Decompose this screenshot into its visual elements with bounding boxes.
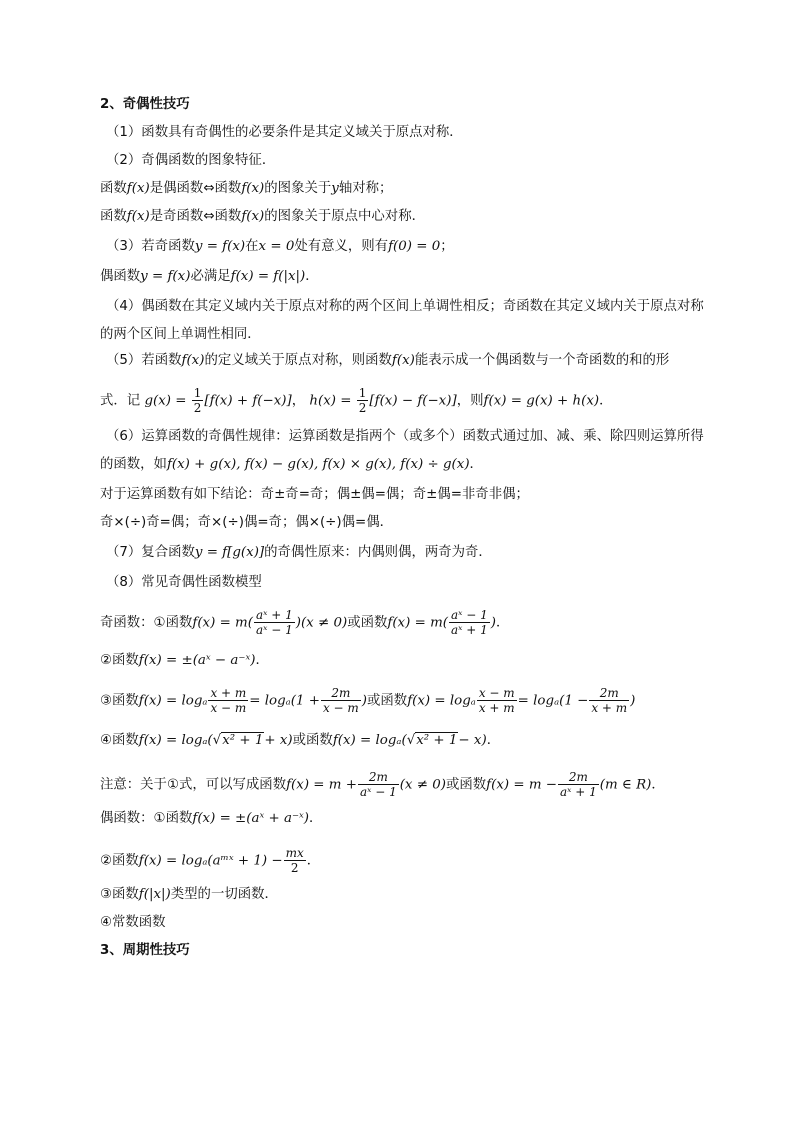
- fraction: [284, 846, 306, 875]
- text: 式．记: [100, 393, 141, 409]
- fraction: [208, 686, 248, 715]
- item-2-odd: [100, 208, 425, 226]
- text: （5）若函数: [106, 353, 182, 368]
- math: y = f(x): [194, 239, 246, 254]
- item-8: （8）常见奇偶性函数模型: [106, 575, 262, 590]
- sqrt-radicand: x² + 1: [222, 733, 264, 748]
- math: (x ≠ 0): [399, 777, 446, 793]
- math: f(x): [181, 353, 205, 368]
- item-7: [106, 544, 492, 562]
- math: f(0) = 0: [388, 239, 441, 254]
- numerator: 2m: [358, 770, 399, 785]
- text: ③函数: [100, 693, 139, 709]
- odd-model-2: [100, 652, 269, 670]
- text: 的奇偶性原来：内偶则偶，两奇为奇．: [264, 545, 492, 560]
- even-model-4: ④常数函数: [100, 915, 166, 930]
- math: f(x) = g(x) + h(x): [483, 393, 600, 409]
- numerator: 2m: [589, 686, 629, 701]
- denominator: aˣ + 1: [560, 785, 597, 799]
- item-5-line1: [106, 352, 669, 370]
- math: f(x) = m −: [486, 777, 558, 793]
- math: f(x) = m(: [387, 615, 448, 631]
- text: 能表示成一个偶函数与一个奇函数的和的形: [414, 353, 670, 368]
- rule-line-1: 对于运算函数有如下结论：奇±奇=奇；偶±偶=偶；奇±偶=非奇非偶；: [100, 487, 529, 502]
- math: h(x) =: [309, 393, 352, 409]
- text: 偶函数: [100, 269, 141, 284]
- math: f(x) = ±(aˣ − a⁻ˣ): [138, 653, 256, 668]
- text: 奇函数：①函数: [100, 615, 193, 631]
- math: (m ∈ R): [599, 777, 652, 793]
- text: 是奇函数: [149, 209, 204, 224]
- math: ): [361, 693, 368, 709]
- text: ．: [486, 733, 501, 748]
- text: ；: [440, 239, 454, 254]
- item-2-even: [100, 180, 392, 198]
- fraction-half: [192, 386, 204, 415]
- math: f(x) = logₐ(aᵐˣ + 1) −: [138, 853, 283, 869]
- math: f(x): [241, 181, 265, 196]
- math: f(x) = logₐ(: [332, 733, 407, 748]
- section-heading-period: 3、周期性技巧: [100, 943, 190, 958]
- odd-model-4: [100, 732, 500, 750]
- math: = logₐ(1 −: [517, 693, 589, 709]
- item-3-line2: [100, 268, 319, 286]
- text: 或函数: [367, 693, 408, 709]
- text: 的图象关于原点中心对称．: [264, 209, 425, 224]
- math: g(x) =: [144, 393, 187, 409]
- text: 必满足: [190, 269, 231, 284]
- math: f(x): [126, 209, 150, 224]
- math: f(x) = m +: [286, 777, 357, 793]
- denominator: x − m: [322, 701, 359, 715]
- numerator: aˣ + 1: [255, 608, 293, 622]
- text: 处有意义，则有: [294, 239, 389, 254]
- iff-symbol: ⇔: [203, 209, 215, 224]
- math: f(x) = m(: [192, 615, 253, 631]
- math: + x): [264, 733, 293, 748]
- even-model-3: [100, 886, 278, 904]
- item-6-line1: （6）运算函数的奇偶性规律：运算函数是指两个（或多个）函数式通过加、减、乘、除四则运算所得: [106, 429, 704, 444]
- text: 或函数: [445, 777, 487, 793]
- math: f(x) = f(|x|): [230, 269, 306, 284]
- numerator: mx: [285, 846, 304, 860]
- fraction: [449, 608, 490, 637]
- text: 的函数，如: [100, 457, 167, 472]
- text: 或函数: [292, 733, 333, 748]
- text: ，则: [456, 393, 484, 409]
- numerator: 1: [358, 386, 367, 400]
- denominator: 2: [358, 401, 367, 415]
- item-5-line2: [100, 386, 613, 415]
- numerator: 2m: [321, 686, 361, 701]
- math: x = 0: [258, 239, 295, 254]
- item-3: [106, 238, 454, 256]
- item-4-line2: 的两个区间上单调性相同．: [100, 327, 261, 342]
- sqrt-sign: √: [406, 733, 416, 748]
- math: − x): [458, 733, 487, 748]
- text: ．: [309, 811, 323, 826]
- math: = logₐ(1 +: [249, 693, 320, 709]
- note: [100, 770, 665, 799]
- text: 函数: [214, 209, 242, 224]
- text: ．: [305, 269, 319, 284]
- text: 函数: [100, 209, 127, 224]
- math: f(x): [391, 353, 415, 368]
- text: ．: [255, 653, 269, 668]
- text: ．: [306, 853, 321, 869]
- fraction: [358, 770, 399, 799]
- text: 注意：关于①式，可以写成函数: [100, 777, 287, 793]
- math: y = f[g(x)]: [194, 545, 265, 560]
- text: ．: [651, 777, 665, 793]
- denominator: aˣ − 1: [359, 785, 397, 799]
- text: 偶函数：①函数: [100, 811, 193, 826]
- math: ): [490, 615, 496, 631]
- fraction: [321, 686, 361, 715]
- text: ②函数: [100, 853, 139, 869]
- text: 的图象关于: [264, 181, 332, 196]
- math: f(x) = logₐ: [138, 693, 208, 709]
- math: f(|x|): [138, 887, 171, 902]
- even-model-1: [100, 810, 322, 828]
- numerator: 2m: [558, 770, 599, 785]
- math: f(x) = logₐ: [407, 693, 476, 709]
- text: ④函数: [100, 733, 139, 748]
- text: 在: [245, 239, 259, 254]
- math: [f(x) + f(−x)]: [204, 393, 292, 409]
- denominator: 2: [290, 861, 299, 875]
- text: 的定义域关于原点对称，则函数: [204, 353, 392, 368]
- text: 轴对称；: [338, 181, 393, 196]
- numerator: 1: [193, 386, 202, 400]
- text: ．: [469, 457, 483, 472]
- text: ．: [599, 393, 613, 409]
- text: 是偶函数: [149, 181, 204, 196]
- math: f(x) = ±(aˣ + a⁻ˣ): [192, 811, 309, 826]
- numerator: aˣ − 1: [451, 608, 488, 622]
- text: 函数: [214, 181, 242, 196]
- sqrt-sign: √: [212, 733, 222, 748]
- text: 或函数: [347, 615, 388, 631]
- odd-model-1: [100, 608, 509, 637]
- numerator: x + m: [210, 686, 247, 700]
- denominator: 2: [193, 401, 202, 415]
- math: f(x): [126, 181, 150, 196]
- math: f(x) + g(x), f(x) − g(x), f(x) × g(x), f(x) ÷ g(x): [166, 457, 470, 472]
- math: )(x ≠ 0): [295, 615, 348, 631]
- math: y: [331, 181, 339, 196]
- even-model-2: [100, 846, 320, 875]
- text: 类型的一切函数．: [170, 887, 278, 902]
- denominator: aˣ + 1: [451, 623, 488, 637]
- math: f(x) = logₐ(: [138, 733, 213, 748]
- fraction: [558, 770, 599, 799]
- item-4-line1: （4）偶函数在其定义域内关于原点对称的两个区间上单调性相反；奇函数在其定义域内关于原点对称: [106, 299, 704, 314]
- denominator: aˣ − 1: [255, 623, 293, 637]
- fraction: [254, 608, 295, 637]
- text: ．: [495, 615, 510, 631]
- item-2: （2）奇偶函数的图象特征．: [106, 153, 276, 168]
- math: f(x): [241, 209, 265, 224]
- section-heading-parity: 2、奇偶性技巧: [100, 97, 190, 112]
- rule-line-2: 奇×(÷)奇=偶；奇×(÷)偶=奇；偶×(÷)偶=偶．: [100, 515, 394, 530]
- text: ③函数: [100, 887, 139, 902]
- math: y = f(x): [140, 269, 191, 284]
- odd-model-3: [100, 686, 635, 715]
- iff-symbol: ⇔: [203, 181, 215, 196]
- numerator: x − m: [478, 686, 515, 700]
- denominator: x + m: [591, 701, 628, 715]
- text: 函数: [100, 181, 127, 196]
- text: （7）复合函数: [106, 545, 195, 560]
- math: [f(x) − f(−x)]: [369, 393, 457, 409]
- item-6-line2: [100, 456, 483, 474]
- denominator: x + m: [478, 701, 515, 715]
- denominator: x − m: [210, 701, 247, 715]
- text: （3）若奇函数: [106, 239, 195, 254]
- text: ②函数: [100, 653, 139, 668]
- item-1: （1）函数具有奇偶性的必要条件是其定义域关于原点对称．: [106, 125, 463, 140]
- text: ，: [291, 393, 306, 409]
- math: ): [630, 693, 636, 709]
- fraction: [477, 686, 517, 715]
- fraction: [589, 686, 629, 715]
- fraction-half: [357, 386, 369, 415]
- sqrt-radicand: x² + 1: [416, 733, 458, 748]
